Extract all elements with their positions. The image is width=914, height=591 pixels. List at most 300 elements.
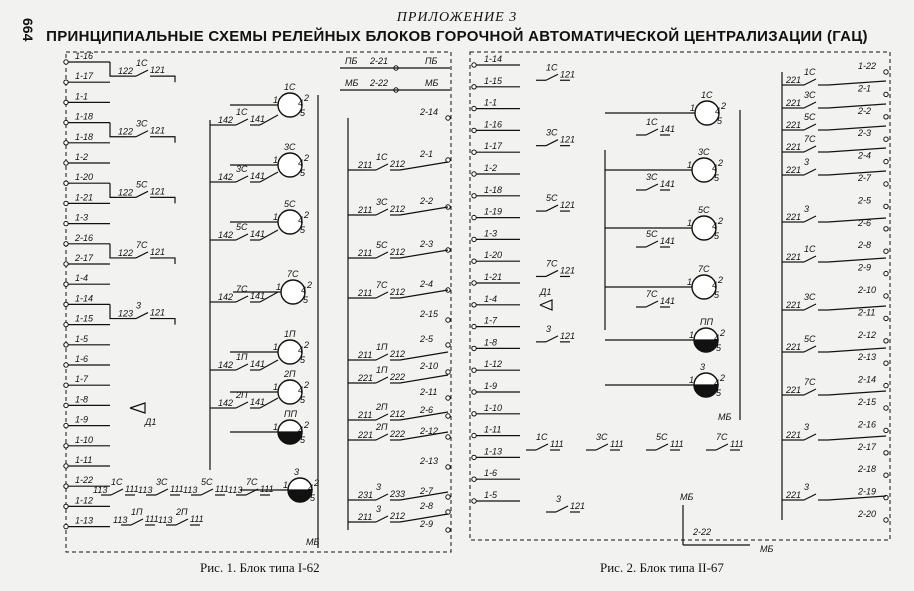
fig1-right-contact-pin-b: 212 <box>390 287 406 297</box>
fig2-left-terminal-label: 1-12 <box>484 359 503 370</box>
terminal <box>884 271 888 275</box>
terminal <box>884 137 888 141</box>
fig1-contact-wire <box>160 258 175 264</box>
fig2-left-contact-pin-b: 121 <box>560 69 576 80</box>
fig1-bottom-contact-pin-a: 113 <box>158 515 173 525</box>
fig2-relay-pin: 4 <box>714 333 720 343</box>
fig1-relay-pin: 2 <box>304 93 310 103</box>
fig1-relay-pin: 1 <box>273 422 279 432</box>
fig2-bottom-contact-blade <box>536 444 548 450</box>
terminal <box>64 242 68 246</box>
fig1-bottom-contact-pin-a: 113 <box>138 485 153 495</box>
fig2-right-contact-label: 3С <box>804 292 816 302</box>
fig1-bottom-contact-label: 7С <box>246 477 258 487</box>
terminal <box>884 383 888 387</box>
terminal <box>884 339 888 343</box>
fig1-left-contact-blade <box>136 131 148 137</box>
fig2-right-contact-label: 5С <box>804 334 816 344</box>
terminal <box>64 181 68 185</box>
terminal <box>64 60 68 64</box>
fig2-right-wire <box>828 306 886 310</box>
fig1-right-terminal-label: 2-11 <box>420 387 438 397</box>
fig1-right-terminal-label: 2-15 <box>420 309 439 319</box>
terminal <box>446 318 450 322</box>
fig2-relay-pin: 1 <box>690 103 696 113</box>
fig2-right-terminal-label: 2-7 <box>858 173 872 183</box>
fig1-relay-pin: 5 <box>300 225 306 235</box>
fig1-left-terminal-label: 1-21 <box>75 192 94 203</box>
terminal <box>64 322 68 326</box>
fig2-bottom-contact-label: 3С <box>596 432 608 442</box>
fig1-relay-pin: 4 <box>301 285 307 295</box>
fig2-left-contact-pin-b: 121 <box>560 330 576 341</box>
fig2-mid-contact-pin-b: 141 <box>660 296 676 306</box>
fig2-left-contact-blade <box>546 74 558 80</box>
fig1-left-contact-pin-a: 122 <box>118 66 134 77</box>
fig1-right-contact-label: 3 <box>376 504 382 514</box>
fig1-right-contact-blade <box>376 377 388 383</box>
fig1-left-contact-pin-b: 121 <box>150 125 166 136</box>
fig2-relay-pin: 2 <box>720 373 726 383</box>
fig2-right-wire <box>828 81 886 85</box>
fig1-right-terminal-label: 2-2 <box>420 196 434 206</box>
fig2-right-contact-pin-a: 221 <box>786 252 802 262</box>
fig1-mid-contact-pin-a: 142 <box>218 360 234 370</box>
fig1-right-terminal-label: 2-7 <box>420 486 434 496</box>
terminal <box>472 63 476 67</box>
fig1-contact-wire <box>160 197 175 203</box>
terminal <box>884 294 888 298</box>
fig2-right-terminal-label: 2-4 <box>858 150 872 161</box>
fig2-relay-pin: 5 <box>714 173 720 183</box>
fig2-relay-pin: 2 <box>718 275 724 285</box>
terminal <box>446 116 450 120</box>
fig2-right-terminal-label: 2-15 <box>858 397 877 407</box>
fig1-left-contact-pin-a: 122 <box>118 247 134 258</box>
fig2-right-contact-label: 3 <box>804 422 810 432</box>
terminal <box>64 403 68 407</box>
fig1-bottom-contact-pin-b: 111 <box>145 514 159 524</box>
fig1-left-terminal-label: 1-6 <box>75 354 89 364</box>
fig1-right-contact-pin-a: 231 <box>358 490 374 500</box>
fig1-left-terminal-label: 1-17 <box>75 71 94 82</box>
fig1-contact-wire <box>160 137 175 143</box>
fig1-mid-contact-label: 7С <box>236 284 248 294</box>
fig2-right-contact-blade <box>804 102 816 108</box>
fig1-right-contact-pin-b: 212 <box>390 409 406 419</box>
fig1-power-label: ПБ <box>425 56 438 66</box>
fig1-right-contact-label: 3 <box>376 482 382 492</box>
fig1-left-terminal-label: 1-22 <box>75 475 94 486</box>
terminal <box>472 412 476 416</box>
fig2-right-contact-blade <box>804 124 816 130</box>
fig2-right-terminal-label: 2-14 <box>858 374 877 385</box>
fig1-relay-label: 7С <box>287 269 299 279</box>
terminal <box>884 115 888 119</box>
fig2-left-terminal-label: 1-13 <box>484 446 503 457</box>
fig2-mid-contact-blade <box>646 301 658 307</box>
fig1-mid-contact-blade <box>236 234 248 240</box>
fig1-contact-wire <box>160 76 175 82</box>
fig2-relay-pin: 4 <box>712 221 718 231</box>
fig1-bottom-contact-pin-a: 113 <box>183 485 198 495</box>
fig2-right-terminal-label: 2-2 <box>858 105 872 116</box>
fig1-bottom-contact-pin-b: 111 <box>215 484 229 494</box>
fig1-right-contact-pin-a: 211 <box>358 512 373 522</box>
fig2-left-terminal-label: 1-3 <box>484 228 498 239</box>
fig2-right-terminal-label: 2-20 <box>858 509 877 519</box>
fig2-right-contact-label: 3С <box>804 90 816 100</box>
fig1-left-terminal-label: 1-9 <box>75 414 89 425</box>
fig1-relay-pin: 1 <box>273 212 279 222</box>
fig2-right-contact-blade <box>804 79 816 85</box>
fig1-relay-pin: 4 <box>298 425 304 435</box>
fig1-left-terminal-label: 1-3 <box>75 212 89 223</box>
fig2-right-wire <box>828 148 886 152</box>
fig1-mid-contact-label: 1П <box>236 352 248 362</box>
fig2-mid-contact-pin-b: 141 <box>660 179 676 189</box>
fig2-relay-pin: 2 <box>720 328 726 338</box>
fig2-right-terminal-label: 2-13 <box>858 352 877 363</box>
terminal <box>64 524 68 528</box>
terminal <box>472 237 476 241</box>
fig2-right-contact-blade <box>804 216 816 222</box>
fig2-right-contact-label: 3 <box>804 157 810 167</box>
fig1-right-contact-label: 2П <box>376 422 388 432</box>
fig1-right-terminal-label: 2-13 <box>420 456 439 466</box>
fig1-bottom-contact-pin-b: 111 <box>170 484 184 494</box>
fig2-mb-label: МБ <box>718 412 732 422</box>
fig1-mid-contact-blade <box>236 119 248 125</box>
fig2-right-contact-blade <box>804 434 816 440</box>
fig1-right-contact-pin-b: 212 <box>390 247 406 257</box>
fig1-relay-label: 1П <box>284 329 296 339</box>
fig1-left-contact-blade <box>136 191 148 197</box>
fig2-right-contact-blade <box>804 494 816 500</box>
terminal <box>446 343 450 347</box>
fig2-right-wire <box>828 436 886 440</box>
fig1-mid-contact-pin-b: 141 <box>250 114 266 124</box>
fig1-mid-contact-label: 5С <box>236 222 248 232</box>
fig1-right-terminal-label: 2-10 <box>420 361 439 371</box>
fig1-left-terminal-label: 1-11 <box>75 455 93 465</box>
fig2-right-contact-label: 3 <box>804 204 810 214</box>
fig1-left-contact-pin-a: 122 <box>118 126 134 137</box>
fig1-left-terminal-label: 1-14 <box>75 293 94 304</box>
fig1-right-contact-label: 2П <box>376 402 388 412</box>
fig1-relay-pin: 5 <box>303 295 309 305</box>
fig2-right-wire <box>828 391 886 395</box>
fig1-relay-pin: 1 <box>276 282 282 292</box>
terminal <box>472 499 476 503</box>
terminal <box>884 361 888 365</box>
fig2-left-contact-blade <box>546 336 558 342</box>
fig1-right-contact-blade <box>376 209 388 215</box>
fig2-mid-contact-label: 1С <box>646 117 658 127</box>
fig1-left-terminal-label: 2-17 <box>75 253 94 263</box>
fig1-right-contact-pin-a: 221 <box>358 430 374 440</box>
fig2-right-contact-pin-a: 221 <box>786 98 802 108</box>
fig2-right-contact-blade <box>804 346 816 352</box>
fig2-relay-label: ПП <box>700 317 714 327</box>
fig2-bottom-contact-blade <box>656 444 668 450</box>
fig2-right-contact-blade <box>804 169 816 175</box>
fig1-left-contact-pin-b: 121 <box>150 186 166 197</box>
fig1-right-terminal-label: 2-4 <box>420 279 434 289</box>
fig1-relay-pin: 1 <box>273 382 279 392</box>
fig2-right-contact-label: 1С <box>804 244 816 254</box>
terminal <box>64 201 68 205</box>
fig1-right-contact-blade <box>376 494 388 500</box>
fig1-mid-contact-pin-a: 142 <box>218 230 234 240</box>
fig1-relay-pin: 5 <box>300 435 306 445</box>
fig2-right-contact-blade <box>804 256 816 262</box>
fig2-right-contact-blade <box>804 146 816 152</box>
fig1-left-contact-label: 7С <box>136 239 148 250</box>
fig2-relay-pin: 1 <box>687 218 693 228</box>
fig2-left-contact-blade <box>546 270 558 276</box>
terminal <box>472 194 476 198</box>
fig2-right-terminal-label: 2-18 <box>858 464 877 475</box>
fig2-relay-pin: 4 <box>714 378 720 388</box>
fig1-mid-contact-label: 1С <box>236 107 248 117</box>
fig2-right-terminal-label: 2-9 <box>858 262 872 273</box>
page-number: 664 <box>20 18 36 42</box>
fig1-right-terminal-label: 2-12 <box>420 426 439 436</box>
terminal <box>64 343 68 347</box>
fig1-relay-pin: 2 <box>307 280 313 290</box>
fig1-left-contact-label: 5С <box>136 179 148 190</box>
fig2-mid-contact-label: 7С <box>646 289 658 299</box>
fig1-mid-contact-label: 2П <box>236 390 248 400</box>
fig1-right-contact-pin-a: 221 <box>358 373 374 383</box>
fig1-right-contact-pin-a: 211 <box>358 248 373 258</box>
fig2-right-contact-label: 1С <box>804 67 816 77</box>
fig2-left-contact-label: 3С <box>546 127 558 138</box>
fig2-relay-pin: 5 <box>714 231 720 241</box>
terminal <box>472 433 476 437</box>
fig2-right-terminal-label: 2-19 <box>858 486 877 497</box>
fig2-relay-pin: 2 <box>718 216 724 226</box>
fig2-relay-pin: 2 <box>721 101 727 111</box>
fig1-mid-contact-pin-b: 141 <box>250 359 266 369</box>
fig1-left-terminal-label: 1-1 <box>75 91 89 102</box>
fig1-relay-pin: 2 <box>304 210 310 220</box>
terminal <box>64 221 68 225</box>
fig1-right-terminal-label: 2-1 <box>420 149 434 159</box>
fig1-right-contact-pin-b: 212 <box>390 511 406 521</box>
fig1-left-contact-label: 3 <box>136 300 142 311</box>
terminal <box>472 368 476 372</box>
fig2-right-wire <box>828 496 886 500</box>
fig1-left-contact-blade <box>136 252 148 258</box>
fig2-relay-pin: 1 <box>687 277 693 287</box>
fig1-bottom-contact-pin-a: 113 <box>93 485 108 495</box>
fig2-right-terminal-label: 2-8 <box>858 240 872 251</box>
fig1-bottom-contact-pin-b: 111 <box>125 484 139 494</box>
fig1-right-contact-blade <box>376 164 388 170</box>
fig2-left-contact-label: 3 <box>546 323 552 334</box>
fig2-right-terminal-label: 2-12 <box>858 329 877 340</box>
fig2-left-contact-label: 7С <box>546 258 558 269</box>
fig2-axis-label: 2-22 <box>693 527 712 537</box>
fig1-relay-pin: 1 <box>273 95 279 105</box>
fig1-left-terminal-label: 1-20 <box>75 172 94 183</box>
fig1-power-label: ПБ <box>345 56 358 66</box>
fig2-bottom-contact-pin-b: 111 <box>610 439 624 449</box>
fig1-power-label: МБ <box>425 78 439 88</box>
fig1-left-terminal-label: 1-12 <box>75 495 94 506</box>
fig1-bottom-contact-blade <box>111 489 123 495</box>
fig1-right-contact-pin-b: 212 <box>390 204 406 214</box>
fig2-mid-contact-pin-b: 141 <box>660 124 676 134</box>
terminal <box>64 363 68 367</box>
fig1-mid-contact-pin-a: 142 <box>218 292 234 302</box>
fig1-bottom-contact-pin-b: 111 <box>190 514 204 524</box>
terminal <box>884 451 888 455</box>
fig2-right-wire <box>828 218 886 222</box>
terminal <box>472 215 476 219</box>
fig2-relay-pin: 4 <box>712 163 718 173</box>
terminal <box>64 302 68 306</box>
fig1-right-contact-label: 7С <box>376 280 388 290</box>
fig1-power-label: МБ <box>345 78 359 88</box>
fig1-mid-contact-blade <box>236 176 248 182</box>
fig2-right-terminal-label: 2-1 <box>858 83 872 94</box>
terminal <box>64 383 68 387</box>
fig2-axis-mb-top: МБ <box>680 492 694 502</box>
fig1-relay-label: ПП <box>284 409 298 419</box>
fig1-right-contact-blade <box>376 434 388 440</box>
fig2-relay-pin: 5 <box>716 343 722 353</box>
fig2-bottom-contact-blade <box>716 444 728 450</box>
terminal <box>884 92 888 96</box>
fig2-right-terminal-label: 2-11 <box>858 307 876 318</box>
terminal <box>472 85 476 89</box>
terminal <box>884 70 888 74</box>
fig2-left-terminal-label: 1-14 <box>484 54 503 64</box>
fig2-right-terminal-label: 2-5 <box>858 195 872 206</box>
appendix-heading: ПРИЛОЖЕНИЕ 3 <box>396 10 518 25</box>
terminal <box>64 120 68 124</box>
fig1-right-wire <box>400 352 448 360</box>
fig1-right-contact-pin-a: 211 <box>358 160 373 170</box>
fig1-bottom-contact-blade <box>131 519 143 525</box>
fig1-relay-label: 3С <box>284 142 296 152</box>
terminal <box>64 444 68 448</box>
fig2-left-terminal-label: 1-10 <box>484 402 503 413</box>
fig1-relay-pin: 2 <box>304 380 310 390</box>
fig1-relay-pin: 5 <box>300 108 306 118</box>
fig2-bottom-contact-label: 3 <box>556 494 562 504</box>
terminal <box>884 518 888 522</box>
fig1-mid-contact-pin-a: 142 <box>218 398 234 408</box>
terminal <box>884 473 888 477</box>
fig1-relay-pin: 4 <box>298 98 304 108</box>
fig1-mid-contact-blade <box>236 296 248 302</box>
fig1-relay-label: 2П <box>284 369 296 379</box>
terminal <box>472 259 476 263</box>
terminal <box>884 249 888 253</box>
fig2-bottom-contact-label: 7С <box>716 432 728 442</box>
terminal <box>472 455 476 459</box>
fig2-mid-contact-blade <box>646 241 658 247</box>
fig2-axis-mb: МБ <box>760 544 774 554</box>
fig1-right-contact-pin-a: 211 <box>358 410 373 420</box>
fig2-right-contact-blade <box>804 389 816 395</box>
fig2-left-terminal-label: 1-5 <box>484 490 498 500</box>
terminal <box>446 510 450 514</box>
fig1-right-contact-pin-b: 222 <box>390 372 406 382</box>
fig2-relay-pin: 5 <box>717 116 723 126</box>
fig2-right-contact-label: 3 <box>804 482 810 492</box>
fig2-left-terminal-label: 1-8 <box>484 337 498 348</box>
terminal <box>472 477 476 481</box>
fig1-relay-pin: 4 <box>298 345 304 355</box>
fig2-left-terminal-label: 1-6 <box>484 468 498 479</box>
fig1-relay-pin: 4 <box>308 483 314 493</box>
terminal <box>446 370 450 374</box>
fig1-bottom-contact-label: 2П <box>176 507 188 517</box>
terminal <box>446 528 450 532</box>
fig1-relay-pin: 5 <box>300 395 306 405</box>
terminal <box>472 390 476 394</box>
fig1-right-terminal-label: 2-9 <box>420 519 434 529</box>
fig2-left-terminal-label: 1-1 <box>484 97 498 108</box>
fig1-right-contact-pin-b: 212 <box>390 159 406 169</box>
fig1-right-wire <box>400 250 448 258</box>
fig1-relay-label: 1С <box>284 82 296 92</box>
fig1-relay-pin: 2 <box>304 340 310 350</box>
fig1-relay-pin: 4 <box>298 385 304 395</box>
fig1-relay-pin: 4 <box>298 215 304 225</box>
fig1-left-terminal-label: 1-8 <box>75 394 89 405</box>
terminal <box>64 100 68 104</box>
fig2-right-terminal-label: 2-16 <box>858 419 877 430</box>
fig2-right-terminal-label: 1-22 <box>858 61 877 71</box>
fig2-right-contact-pin-a: 221 <box>786 120 802 130</box>
fig1-right-contact-pin-a: 211 <box>358 350 373 360</box>
fig2-left-terminal-label: 1-4 <box>484 293 498 304</box>
fig2-bottom-contact-label: 5С <box>656 432 668 442</box>
fig1-relay-pin: 2 <box>304 420 310 430</box>
fig2-right-contact-pin-a: 221 <box>786 430 802 440</box>
fig1-left-terminal-label: 1-18 <box>75 111 94 122</box>
fig1-relay-pin: 5 <box>300 355 306 365</box>
fig2-diode <box>540 300 552 310</box>
fig2-right-contact-label: 7С <box>804 377 816 387</box>
fig2-diode-label: Д1 <box>540 287 552 297</box>
fig2-mid-contact-label: 3С <box>646 172 658 182</box>
fig2-relay-label: 5С <box>698 205 710 215</box>
terminal <box>64 484 68 488</box>
fig2-left-contact-label: 5С <box>546 193 558 204</box>
fig1-right-wire <box>400 375 448 383</box>
terminal <box>884 227 888 231</box>
fig1-right-contact-label: 5С <box>376 240 388 250</box>
terminal <box>64 262 68 266</box>
terminal <box>64 161 68 165</box>
terminal <box>446 465 450 469</box>
fig2-left-contact-pin-b: 121 <box>560 200 576 211</box>
fig2-left-contact-blade <box>546 140 558 146</box>
terminal <box>64 504 68 508</box>
fig2-mid-contact-blade <box>646 129 658 135</box>
figure-2-caption: Рис. 2. Блок типа II-67 <box>600 560 724 575</box>
fig1-left-terminal-label: 1-7 <box>75 374 89 385</box>
fig2-left-terminal-label: 1-17 <box>484 141 503 152</box>
terminal <box>884 428 888 432</box>
